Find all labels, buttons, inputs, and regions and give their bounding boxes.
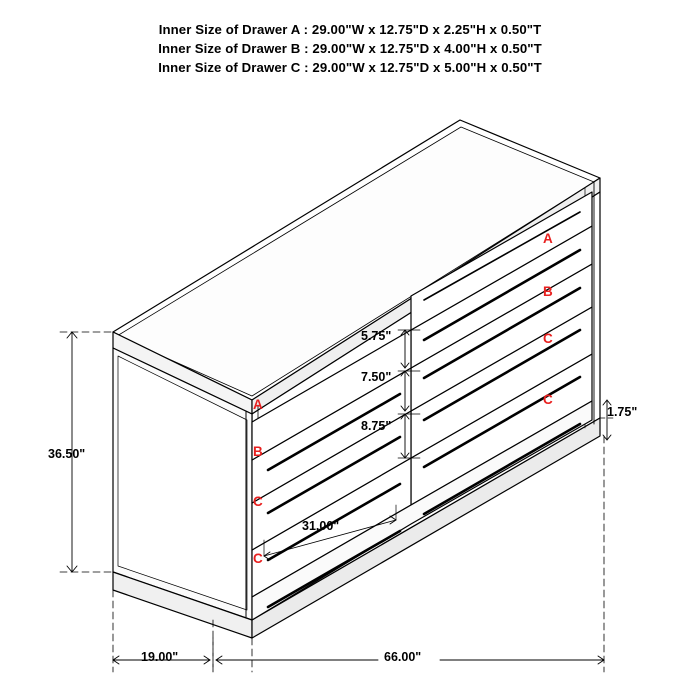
dim-label-height: 36.50"	[48, 447, 86, 461]
spec-line-c: Inner Size of Drawer C : 29.00"W x 12.75"D x 5.00"H x 0.50"T	[158, 60, 542, 75]
dim-label-inner-width: 31.00"	[302, 519, 340, 533]
drawer-label-right-b: B	[543, 284, 553, 299]
dim-label-base-height: 1.75"	[607, 405, 638, 419]
dim-label-front-a: 5.75"	[361, 329, 392, 343]
spec-line-b: Inner Size of Drawer B : 29.00"W x 12.75"D x 4.00"H x 0.50"T	[158, 41, 542, 56]
drawer-label-right-a: A	[543, 231, 553, 246]
dim-label-front-b: 7.50"	[361, 370, 392, 384]
dim-label-depth: 19.00"	[141, 650, 179, 664]
dim-label-width: 66.00"	[384, 650, 422, 664]
drawer-label-right-c1: C	[543, 331, 553, 346]
dim-label-front-c: 8.75"	[361, 419, 392, 433]
drawer-label-left-c1: C	[253, 494, 263, 509]
drawer-label-left-b: B	[253, 444, 263, 459]
drawer-label-right-c2: C	[543, 392, 553, 407]
spec-line-a: Inner Size of Drawer A : 29.00"W x 12.75"D x 2.25"H x 0.50"T	[158, 22, 542, 37]
drawer-label-left-a: A	[253, 397, 263, 412]
drawer-label-left-c2: C	[253, 551, 263, 566]
